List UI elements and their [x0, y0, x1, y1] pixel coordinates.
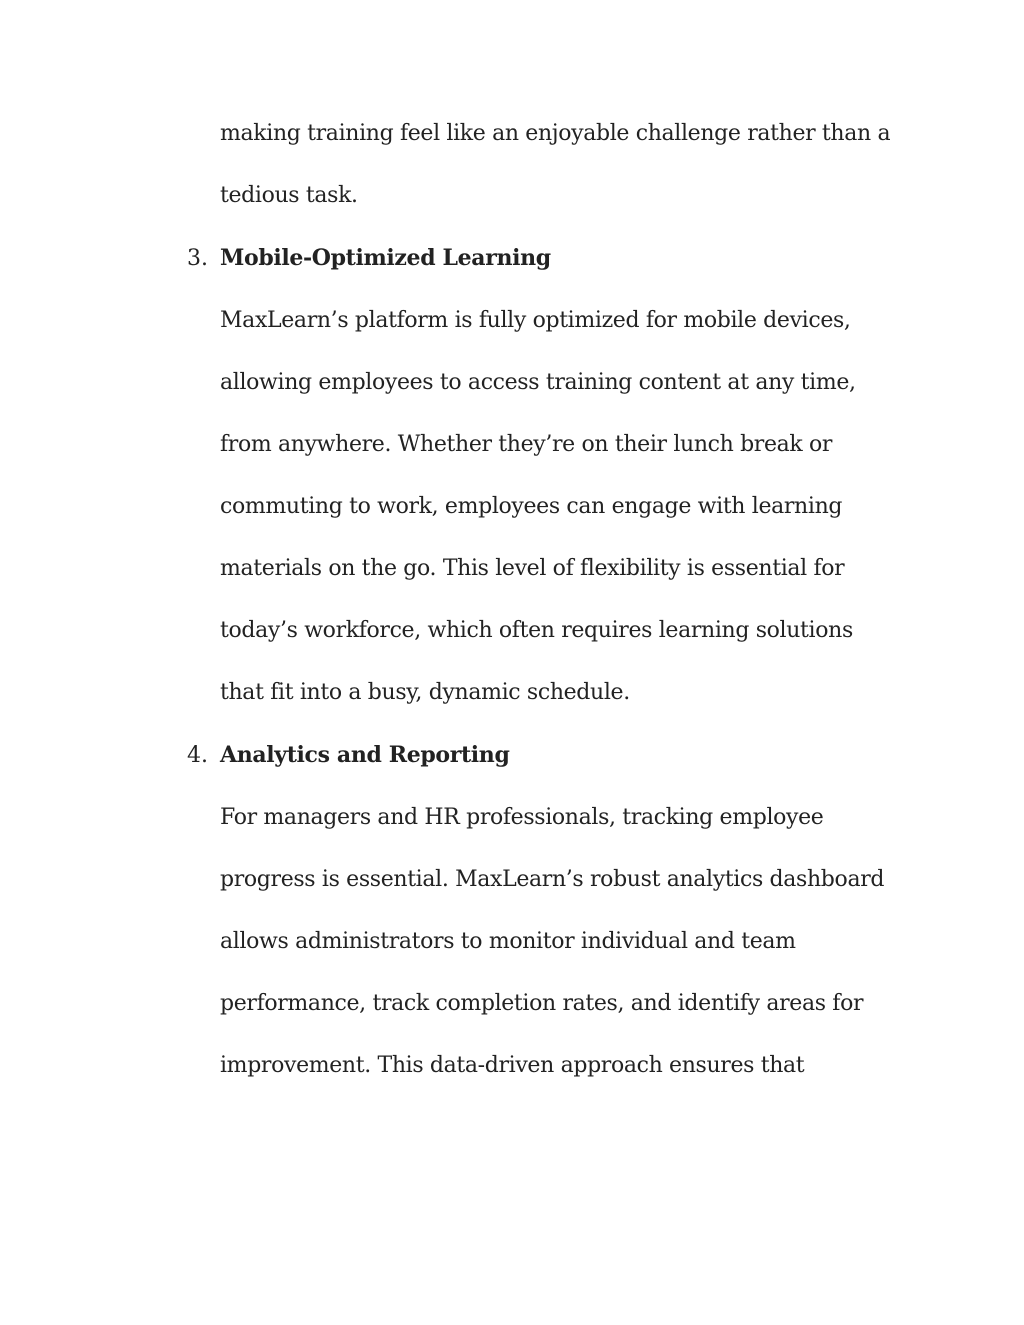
list-number: 4. [187, 743, 208, 768]
paragraph-line: making training feel like an enjoyable challenge rather than a [220, 121, 891, 146]
list-number: 3. [187, 246, 208, 271]
paragraph-line: that fit into a busy, dynamic schedule. [220, 680, 630, 705]
paragraph-line: MaxLearn’s platform is fully optimized for mobile devices, [220, 308, 851, 333]
paragraph-line: commuting to work, employees can engage with learning [220, 494, 843, 519]
paragraph-line: performance, track completion rates, and identify areas for [220, 991, 864, 1016]
paragraph-line: progress is essential. MaxLearn’s robust analytics dashboard [220, 867, 885, 892]
paragraph-line: allowing employees to access training content at any time, [220, 370, 856, 395]
section-heading: Mobile-Optimized Learning [220, 245, 551, 271]
paragraph-line: allows administrators to monitor individual and team [220, 929, 796, 954]
section-heading: Analytics and Reporting [220, 742, 510, 768]
paragraph-line: improvement. This data-driven approach ensures that [220, 1053, 805, 1078]
paragraph-line: For managers and HR professionals, tracking employee [220, 805, 824, 830]
paragraph-line: from anywhere. Whether they’re on their lunch break or [220, 432, 833, 457]
paragraph-line: today’s workforce, which often requires learning solutions [220, 618, 853, 643]
paragraph-line: materials on the go. This level of flexibility is essential for [220, 556, 845, 581]
paragraph-line: tedious task. [220, 183, 358, 208]
